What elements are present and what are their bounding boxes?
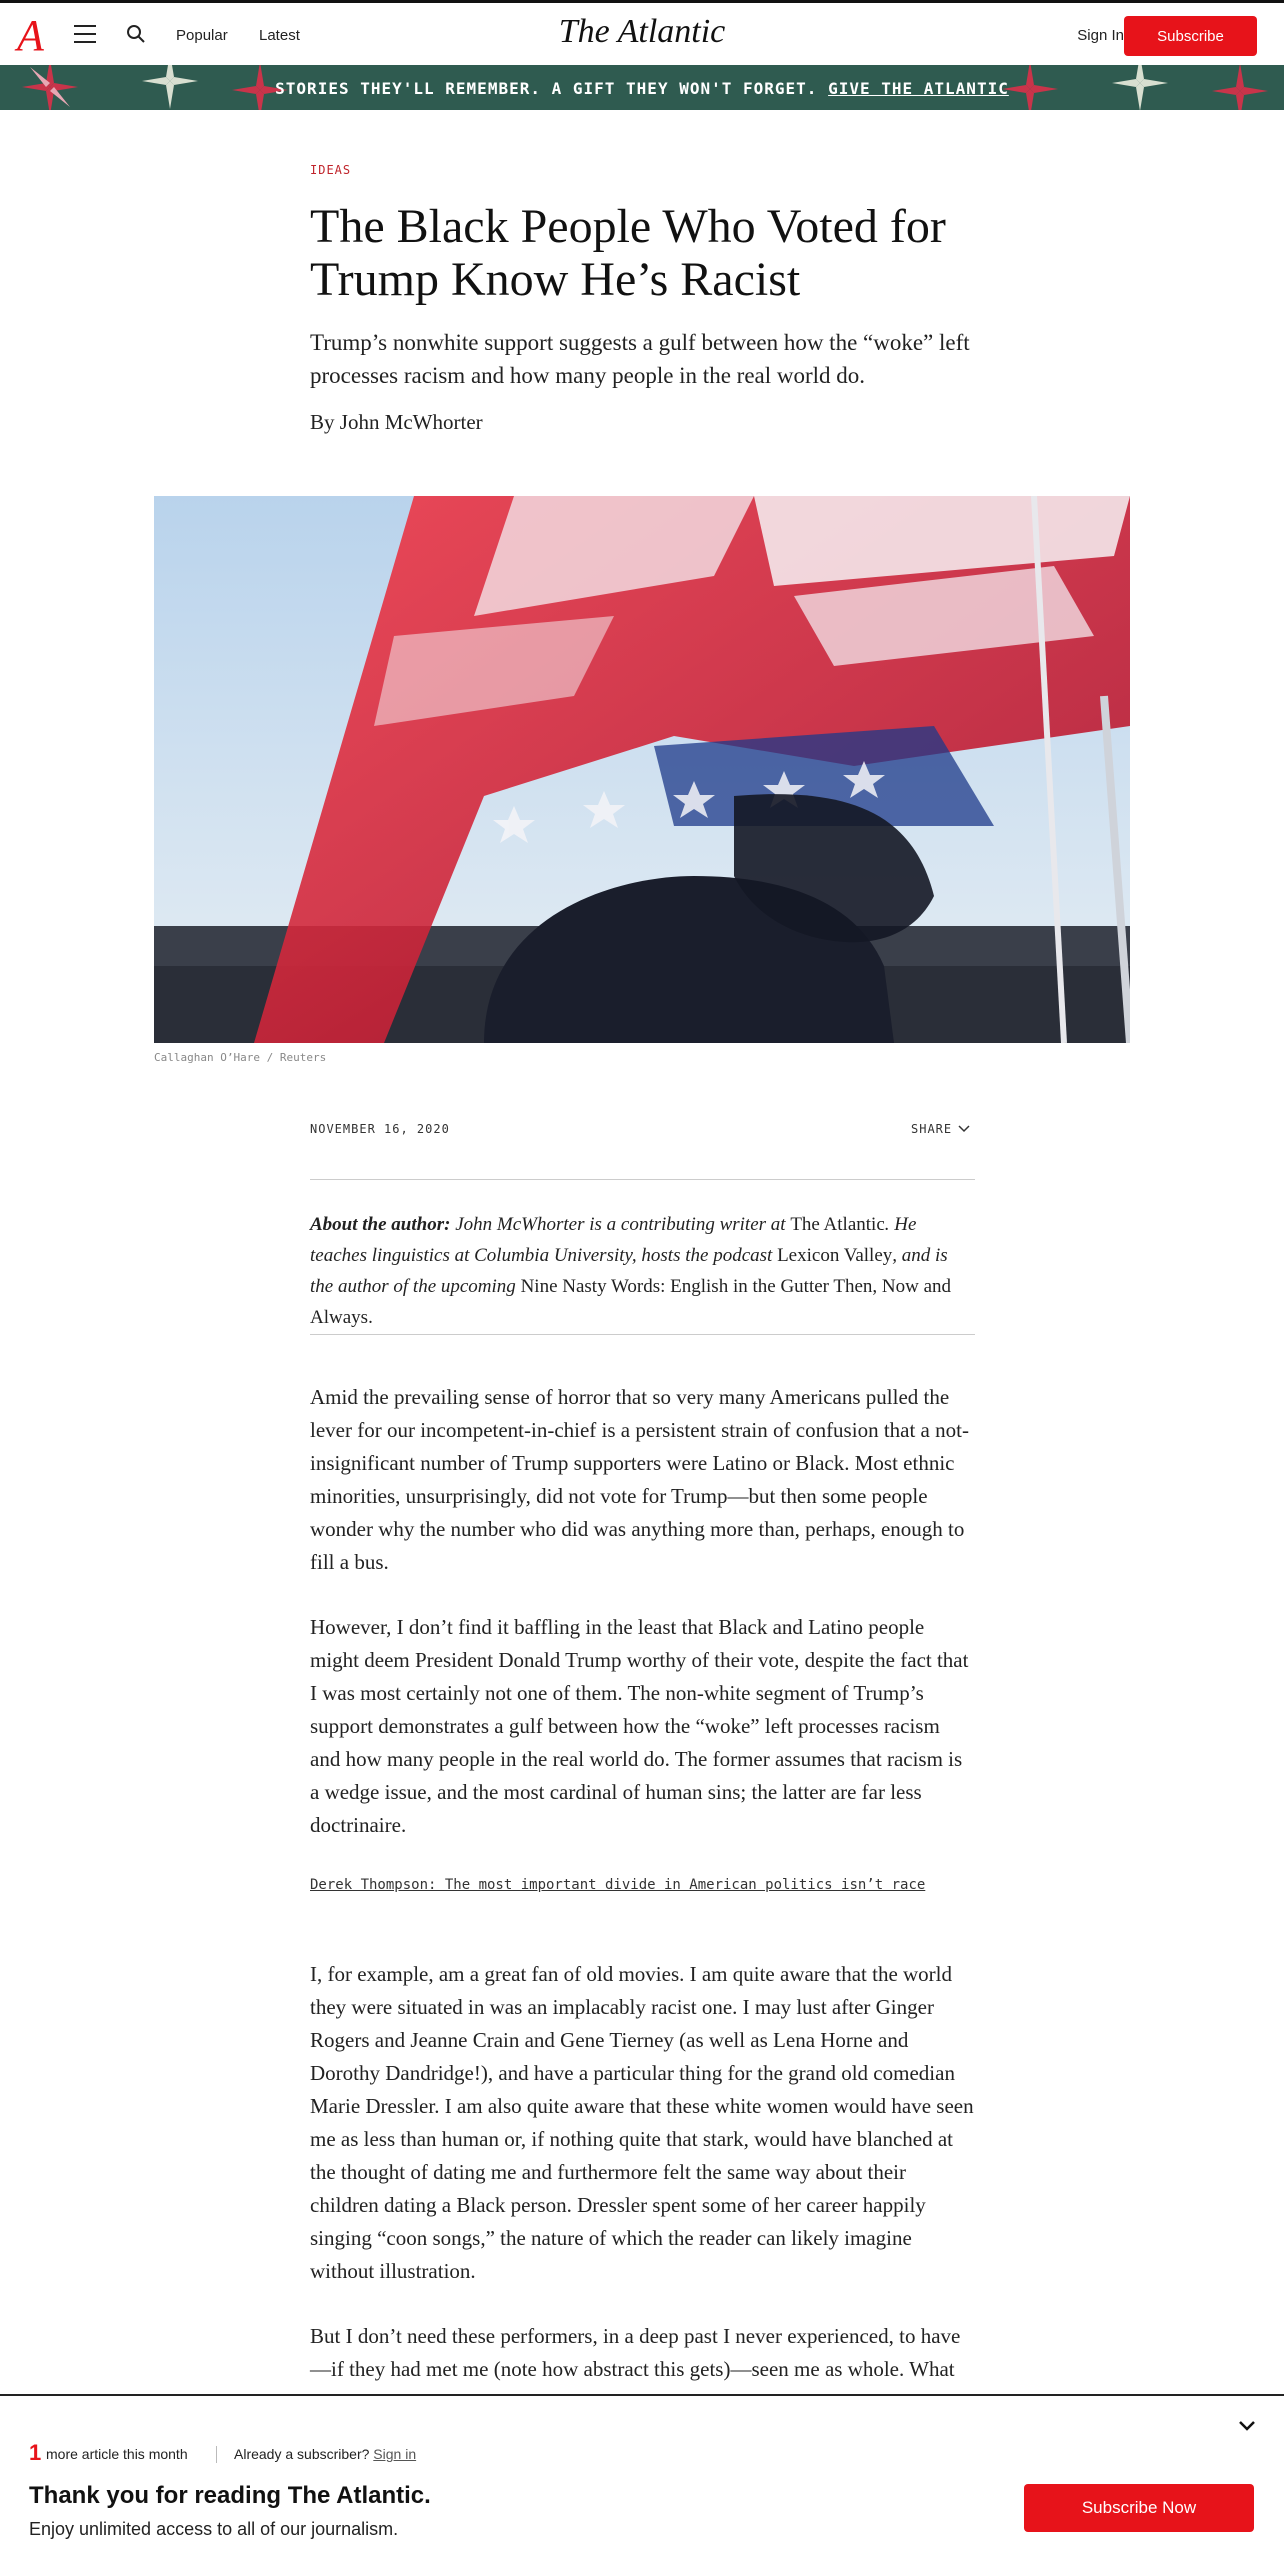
divider xyxy=(310,1334,975,1335)
nav-latest[interactable]: Latest xyxy=(259,27,300,44)
atlantic-logo[interactable]: A xyxy=(17,11,44,60)
promo-text xyxy=(0,79,1284,98)
article-count-text: more article this month xyxy=(46,2446,188,2462)
about-text: , and is the author of the upcoming xyxy=(310,1245,948,1297)
article-count: 1 xyxy=(29,2440,42,2465)
author-link[interactable]: John McWhorter xyxy=(339,410,483,434)
about-text: . He teaches linguistics at Columbia University, hosts the podcast xyxy=(310,1214,917,1266)
related-article-link[interactable]: Derek Thompson: The most important divide in American politics isn’t race xyxy=(310,1877,926,1893)
subscribe-now-button[interactable]: Subscribe Now xyxy=(1024,2484,1254,2532)
chevron-down-icon xyxy=(958,1125,970,1133)
share-button[interactable] xyxy=(911,1122,970,1136)
promo-message: STORIES THEY'LL REMEMBER. A GIFT THEY WON'T FORGET. xyxy=(275,79,818,98)
byline xyxy=(310,410,483,435)
lead-photo-illustration xyxy=(154,496,1130,1043)
nav-popular[interactable]: Popular xyxy=(176,27,228,44)
about-podcast: Lexicon Valley xyxy=(777,1245,893,1266)
divider xyxy=(310,1179,975,1180)
body-paragraph: But I don’t need these performers, in a deep past I never experienced, to have—if they had met me (note how abstract this gets)—seen me as whole. What xyxy=(310,2324,961,2381)
already-subscriber-text: Already a subscriber? xyxy=(234,2446,370,2462)
publish-date: NOVEMBER 16, 2020 xyxy=(310,1122,450,1136)
article-dek: Trump’s nonwhite support suggests a gulf between how the “woke” left processes racism and how many people in the real world do. xyxy=(310,330,970,388)
section-kicker[interactable]: IDEAS xyxy=(310,163,352,177)
subscribe-button[interactable]: Subscribe xyxy=(1124,16,1257,56)
already-subscriber xyxy=(234,2446,416,2462)
sign-in-link[interactable]: Sign In xyxy=(1077,27,1124,44)
byline-prefix: By xyxy=(310,410,340,434)
masthead: The Atlantic xyxy=(558,13,726,50)
about-label: About the author: xyxy=(310,1214,451,1235)
share-label: SHARE xyxy=(911,1122,953,1136)
paywall-headline: Thank you for reading The Atlantic. xyxy=(29,2482,431,2509)
separator xyxy=(216,2446,217,2463)
body-paragraph: I, for example, am a great fan of old movies. I am quite aware that the world they were situated in was an implacably racist one. I may lust after Ginger Rogers and Jeanne Crain and Gene Tierney (as well as Lena Horne and Dorothy Dandridge!), and have a particular thing for the grand old comedian Marie Dressler. I am also quite aware that these white women would have seen me as less than human or, if nothing quite that stark, would have blanched at the thought of dating me and furthermore felt the same way about their children dating a Black person. Dressler spent some of her career happily singing “coon songs,” the nature of which the reader can likely imagine without illustration. xyxy=(310,1962,974,2283)
about-end: . xyxy=(368,1307,373,1328)
about-publication: The Atlantic xyxy=(790,1214,885,1235)
site-header xyxy=(0,3,1284,65)
close-chevron-icon[interactable] xyxy=(1236,2414,1258,2436)
article-title: The Black People Who Voted for Trump Know He’s Racist xyxy=(310,200,946,306)
promo-link[interactable]: GIVE THE ATLANTIC xyxy=(828,79,1009,98)
menu-icon[interactable] xyxy=(74,25,96,43)
promo-banner[interactable] xyxy=(0,65,1284,110)
lead-image xyxy=(154,496,1130,1043)
body-paragraph: Amid the prevailing sense of horror that so very many Americans pulled the lever for our incompetent-in-chief is a persistent strain of confusion that a not-insignificant number of Trump supporters were Latino or Black. Most ethnic minorities, unsurprisingly, did not vote for Trump—but then some people wonder why the number who did was anything more than, perhaps, enough to fill a bus. xyxy=(310,1385,969,1574)
about-book: Nine Nasty Words: English in the Gutter Then, Now and Always xyxy=(310,1276,952,1328)
paywall-sign-in-link[interactable]: Sign in xyxy=(373,2446,417,2462)
search-icon[interactable] xyxy=(126,24,146,44)
about-the-author xyxy=(310,1209,975,1333)
paywall-gate xyxy=(0,2394,1284,2568)
image-caption: Callaghan O’Hare / Reuters xyxy=(154,1051,327,1064)
body-paragraph: However, I don’t find it baffling in the least that Black and Latino people might deem President Donald Trump worthy of their vote, despite the fact that I was most certainly not one of them. The non-white segment of Trump’s support demonstrates a gulf between how the “woke” left processes racism and how many people in the real world do. The former assumes that racism is a wedge issue, and the most cardinal of human sins; the latter are far less doctrinaire. xyxy=(310,1615,969,1837)
about-text: John McWhorter is a contributing writer at xyxy=(450,1214,791,1235)
paywall-subtext: Enjoy unlimited access to all of our journalism. xyxy=(29,2519,399,2539)
